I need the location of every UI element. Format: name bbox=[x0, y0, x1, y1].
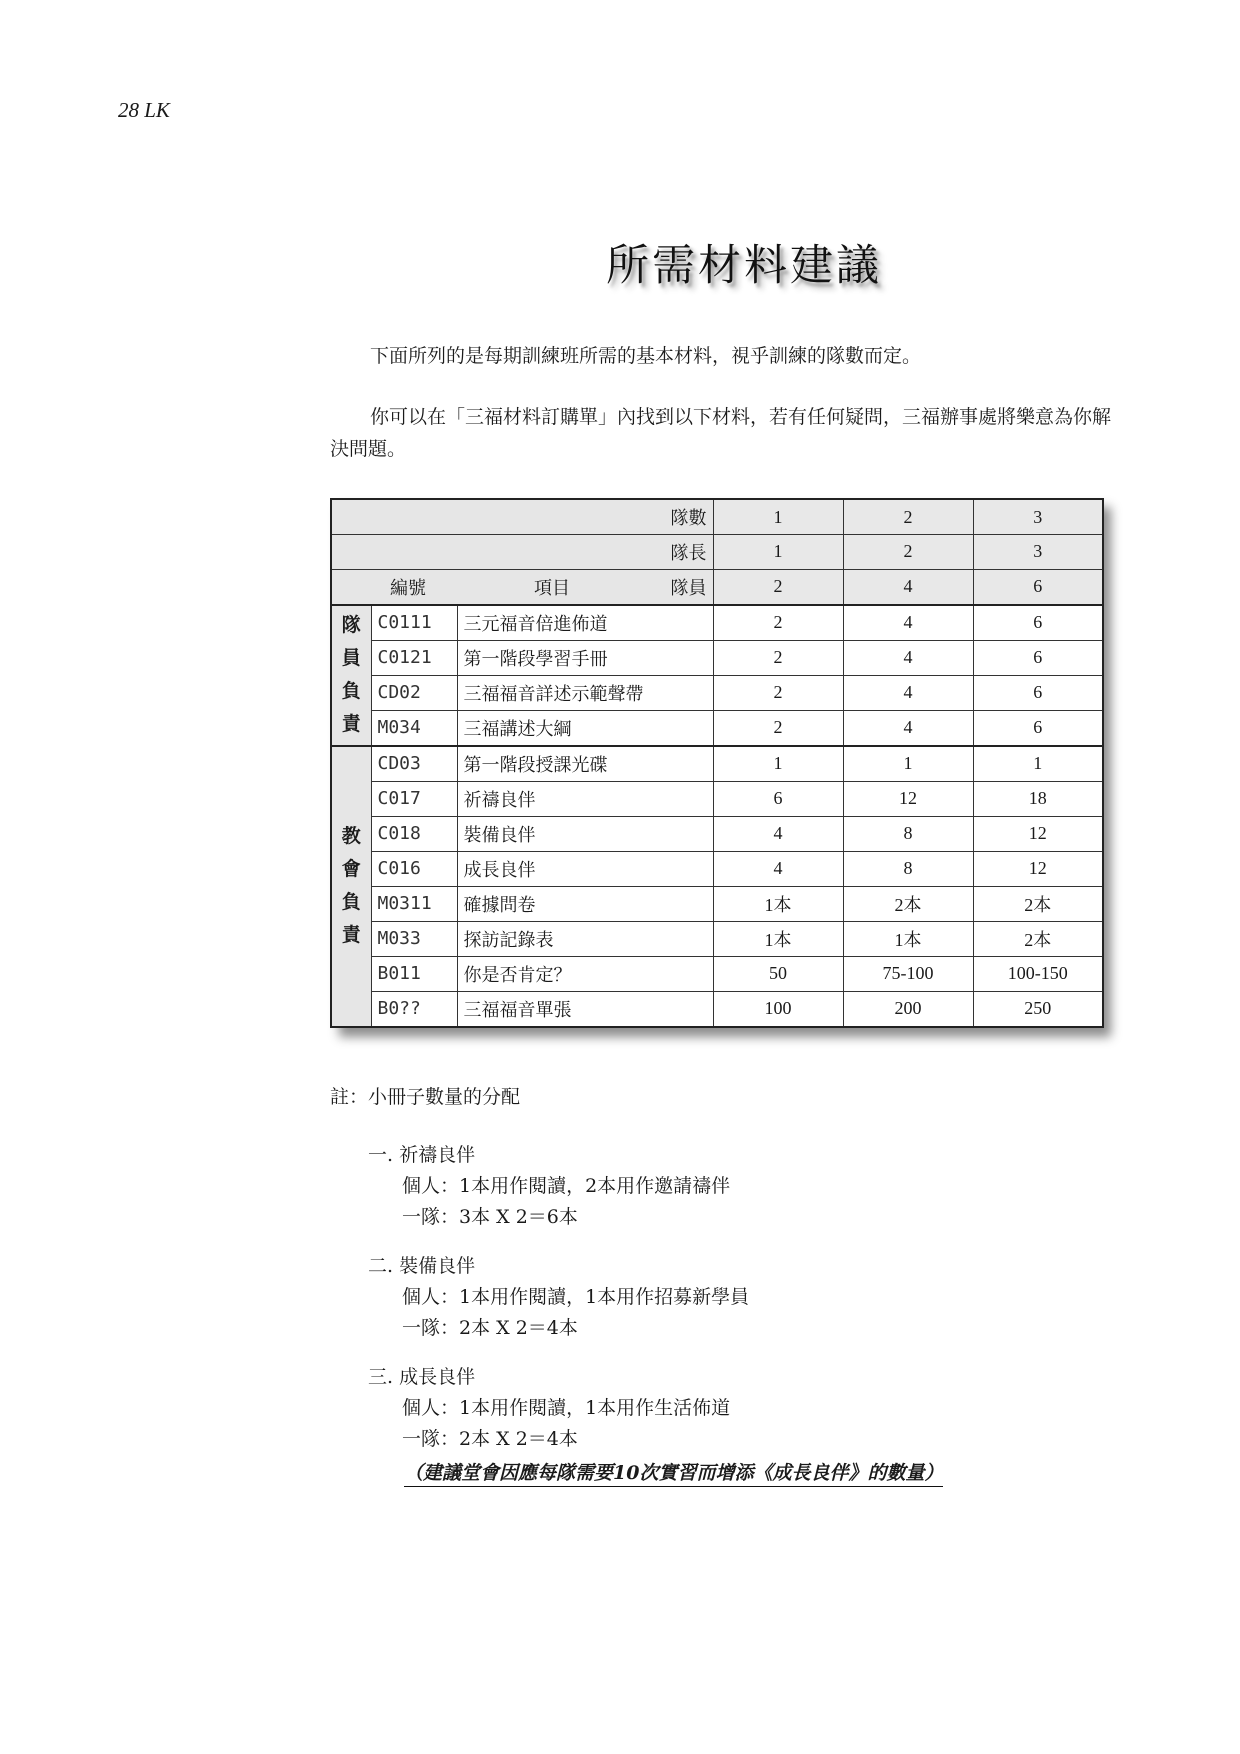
item-name: 祈禱良伴 bbox=[457, 781, 713, 816]
item-quantity: 4 bbox=[843, 640, 973, 675]
note-item-line: 個人：1本用作閱讀，2本用作邀請禱伴 bbox=[402, 1175, 731, 1197]
item-quantity: 4 bbox=[713, 816, 843, 851]
table-row bbox=[331, 640, 1103, 675]
header-value: 2 bbox=[843, 535, 973, 570]
item-quantity: 6 bbox=[973, 640, 1103, 675]
note-item-line: 一隊：2本 X 2＝4本 bbox=[402, 1428, 578, 1450]
header-row-leaders bbox=[331, 535, 1103, 570]
item-code: C017 bbox=[371, 781, 457, 816]
column-header-code: 編號 bbox=[390, 577, 426, 599]
item-quantity: 1 bbox=[843, 746, 973, 782]
item-quantity: 12 bbox=[843, 781, 973, 816]
note-item-heading: 一. 祈禱良伴 bbox=[368, 1144, 476, 1166]
item-quantity: 4 bbox=[713, 851, 843, 886]
column-header-cell bbox=[331, 569, 713, 605]
item-quantity: 2本 bbox=[973, 886, 1103, 921]
item-quantity: 1 bbox=[713, 746, 843, 782]
table-row bbox=[331, 675, 1103, 710]
header-label-leaders: 隊長 bbox=[331, 535, 713, 570]
header-row-members bbox=[331, 569, 1103, 605]
item-quantity: 4 bbox=[843, 605, 973, 641]
header-value: 2 bbox=[713, 569, 843, 605]
note-item-line: 一隊：2本 X 2＝4本 bbox=[402, 1317, 578, 1339]
materials-table-container bbox=[330, 498, 1102, 1028]
item-code: C0111 bbox=[371, 605, 457, 641]
group-label-church: 教 會 負 責 bbox=[331, 746, 371, 1027]
note-item-heading: 二. 裝備良伴 bbox=[368, 1255, 476, 1277]
item-name: 三福福音詳述示範聲帶 bbox=[457, 675, 713, 710]
table-row bbox=[331, 710, 1103, 746]
item-name: 裝備良伴 bbox=[457, 816, 713, 851]
table-row bbox=[331, 886, 1103, 921]
table-row bbox=[331, 746, 1103, 782]
item-quantity: 8 bbox=[843, 851, 973, 886]
item-quantity: 12 bbox=[973, 816, 1103, 851]
item-quantity: 2本 bbox=[843, 886, 973, 921]
table-row bbox=[331, 605, 1103, 641]
header-value: 1 bbox=[713, 535, 843, 570]
item-quantity: 6 bbox=[973, 710, 1103, 746]
item-name: 探訪記錄表 bbox=[457, 921, 713, 956]
header-label-teams: 隊數 bbox=[331, 499, 713, 535]
item-quantity: 4 bbox=[843, 710, 973, 746]
item-quantity: 75-100 bbox=[843, 956, 973, 991]
item-code: M034 bbox=[371, 710, 457, 746]
note-item bbox=[368, 1251, 749, 1344]
item-quantity: 50 bbox=[713, 956, 843, 991]
notes-title: 註：小冊子數量的分配 bbox=[330, 1086, 521, 1108]
item-name: 確據問卷 bbox=[457, 886, 713, 921]
item-quantity: 12 bbox=[973, 851, 1103, 886]
table-row bbox=[331, 991, 1103, 1027]
item-quantity: 6 bbox=[713, 781, 843, 816]
table-row bbox=[331, 921, 1103, 956]
item-quantity: 6 bbox=[973, 605, 1103, 641]
intro-paragraph-1: 下面所列的是每期訓練班所需的基本材料，視乎訓練的隊數而定。 bbox=[370, 345, 922, 367]
item-name: 你是否肯定？ bbox=[457, 956, 713, 991]
item-quantity: 4 bbox=[843, 675, 973, 710]
column-header-item: 項目 bbox=[534, 577, 570, 599]
header-value: 1 bbox=[713, 499, 843, 535]
intro-paragraph-2: 你可以在「三福材料訂購單」內找到以下材料，若有任何疑問，三福辦事處將樂意為你解決問題。 bbox=[330, 406, 1112, 460]
item-code: B0?? bbox=[371, 991, 457, 1027]
item-code: CD02 bbox=[371, 675, 457, 710]
item-quantity: 2 bbox=[713, 605, 843, 641]
item-quantity: 1本 bbox=[843, 921, 973, 956]
item-quantity: 100 bbox=[713, 991, 843, 1027]
header-value: 6 bbox=[973, 569, 1103, 605]
note-item bbox=[368, 1140, 730, 1233]
item-quantity: 1 bbox=[973, 746, 1103, 782]
item-code: C018 bbox=[371, 816, 457, 851]
table-row bbox=[331, 851, 1103, 886]
note-item-line: 個人：1本用作閱讀，1本用作生活佈道 bbox=[402, 1397, 731, 1419]
item-quantity: 2本 bbox=[973, 921, 1103, 956]
table-row bbox=[331, 781, 1103, 816]
item-quantity: 2 bbox=[713, 675, 843, 710]
item-quantity: 250 bbox=[973, 991, 1103, 1027]
item-code: M033 bbox=[371, 921, 457, 956]
note-item-heading: 三. 成長良伴 bbox=[368, 1366, 476, 1388]
header-row-teams bbox=[331, 499, 1103, 535]
header-value: 2 bbox=[843, 499, 973, 535]
note-item bbox=[368, 1362, 730, 1455]
page-title: 所需材料建議 bbox=[606, 241, 882, 291]
item-quantity: 2 bbox=[713, 640, 843, 675]
item-name: 成長良伴 bbox=[457, 851, 713, 886]
header-value: 3 bbox=[973, 499, 1103, 535]
note-item-line: 個人：1本用作閱讀，1本用作招募新學員 bbox=[402, 1286, 750, 1308]
item-quantity: 1本 bbox=[713, 886, 843, 921]
item-quantity: 18 bbox=[973, 781, 1103, 816]
item-name: 第一階段授課光碟 bbox=[457, 746, 713, 782]
recommendation-note: （建議堂會因應每隊需要10次實習而增添《成長良伴》的數量） bbox=[404, 1458, 943, 1487]
header-value: 4 bbox=[843, 569, 973, 605]
item-name: 三福講述大綱 bbox=[457, 710, 713, 746]
item-quantity: 100-150 bbox=[973, 956, 1103, 991]
item-name: 三元福音倍進佈道 bbox=[457, 605, 713, 641]
item-code: M0311 bbox=[371, 886, 457, 921]
item-quantity: 2 bbox=[713, 710, 843, 746]
table-row bbox=[331, 956, 1103, 991]
group-label-members: 隊 員 負 責 bbox=[331, 605, 371, 746]
item-code: B011 bbox=[371, 956, 457, 991]
item-quantity: 1本 bbox=[713, 921, 843, 956]
item-code: C016 bbox=[371, 851, 457, 886]
table-row bbox=[331, 816, 1103, 851]
item-code: C0121 bbox=[371, 640, 457, 675]
item-code: CD03 bbox=[371, 746, 457, 782]
header-label-members: 隊員 bbox=[670, 577, 707, 599]
header-value: 3 bbox=[973, 535, 1103, 570]
page-number: 28 LK bbox=[118, 98, 170, 122]
item-quantity: 6 bbox=[973, 675, 1103, 710]
item-quantity: 200 bbox=[843, 991, 973, 1027]
materials-table bbox=[330, 498, 1104, 1028]
note-item-line: 一隊：3本 X 2＝6本 bbox=[402, 1206, 578, 1228]
item-quantity: 8 bbox=[843, 816, 973, 851]
item-name: 三福福音單張 bbox=[457, 991, 713, 1027]
item-name: 第一階段學習手冊 bbox=[457, 640, 713, 675]
